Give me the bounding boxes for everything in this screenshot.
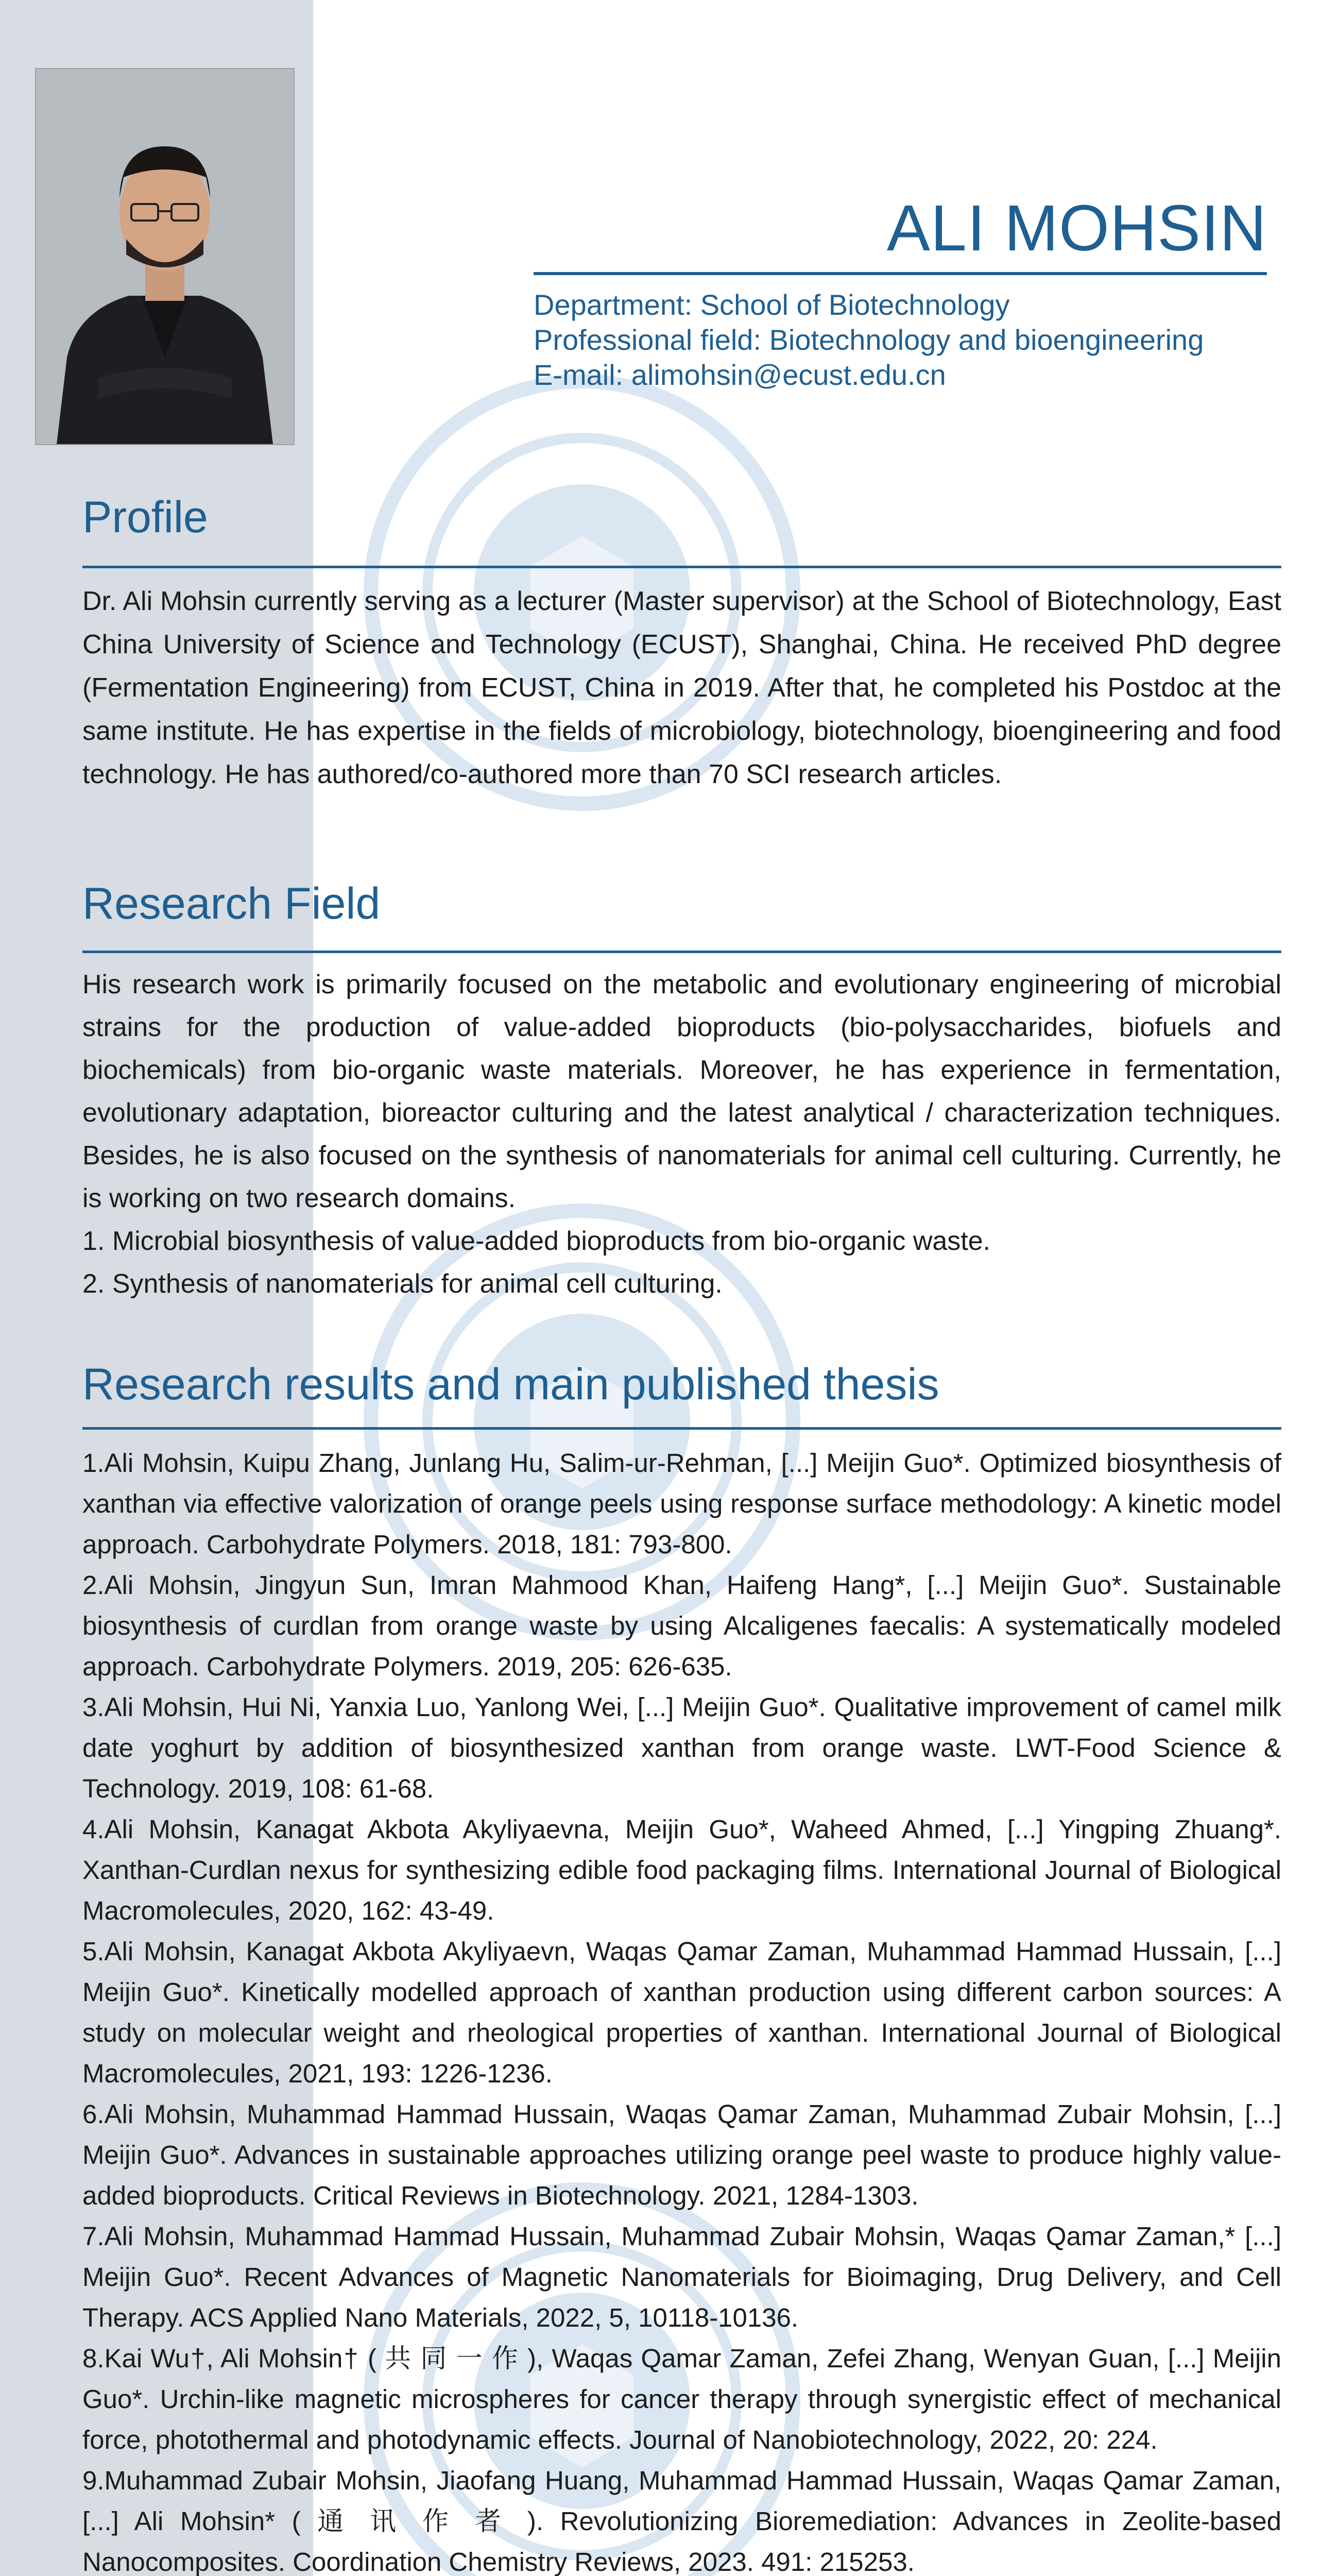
publication-item: 8.Kai Wu†, Ali Mohsin† ( 共 同 一 作 ), Waqas Qamar Zaman, Zefei Zhang, Wenyan Guan, [...] Meijin Guo*. Urchin-like magnetic microspheres for cancer therapy through synergistic effect of mechanical force, photothermal and photodynamic effects. Journal of Nanobiotechnology, 2022, 20: 224. xyxy=(82,2344,1281,2454)
publication-item: 2.Ali Mohsin, Jingyun Sun, Imran Mahmood Khan, Haifeng Hang*, [...] Meijin Guo*. Sustainable biosynthesis of curdlan from orange waste by using Alcaligenes faecalis: A systematically modeled approach. Carbohydrate Polymers. 2019, 205: 626-635. xyxy=(82,1570,1281,1681)
publication-item: 1.Ali Mohsin, Kuipu Zhang, Junlang Hu, Salim-ur-Rehman, [...] Meijin Guo*. Optimized biosynthesis of xanthan via effective valorization of orange peels using response surface methodology: A kinetic model approach. Carbohydrate Polymers. 2018, 181: 793-800. xyxy=(82,1448,1281,1559)
publications-divider xyxy=(82,1427,1281,1430)
person-name: ALI MOHSIN xyxy=(886,192,1267,264)
profile-photo xyxy=(35,68,295,445)
contact-info xyxy=(534,287,1204,393)
research-domain-item: 1. Microbial biosynthesis of value-added bioproducts from bio-organic waste. xyxy=(82,1226,991,1256)
research-text xyxy=(82,963,1281,1306)
publication-item: 7.Ali Mohsin, Muhammad Hammad Hussain, Muhammad Zubair Mohsin, Waqas Qamar Zaman,* [...] Meijin Guo*. Recent Advances of Magnetic Nanomaterials for Bioimaging, Drug Delivery, and Cell Therapy. ACS Applied Nano Materials, 2022, 5, 10118-10136. xyxy=(82,2222,1281,2332)
department-line: Department: School of Biotechnology xyxy=(534,289,1010,321)
publication-item: 9.Muhammad Zubair Mohsin, Jiaofang Huang, Muhammad Hammad Hussain, Waqas Qamar Zaman, [...] Ali Mohsin* ( 通 讯 作 者 ). Revolutionizing Bioremediation: Advances in Zeolite-based Nanocomposites. Coordination Chemistry Reviews, 2023. 491: 215253. xyxy=(82,2466,1281,2576)
publication-item: 5.Ali Mohsin, Kanagat Akbota Akyliyaevn, Waqas Qamar Zaman, Muhammad Hammad Hussain, [...] Meijin Guo*. Kinetically modelled approach of xanthan production using different carbon sources: A study on molecular weight and rheological properties of xanthan. International Journal of Biological Macromolecules, 2021, 193: 1226-1236. xyxy=(82,1937,1281,2088)
profile-paragraph: Dr. Ali Mohsin currently serving as a lecturer (Master supervisor) at the School of Biotechnology, East China University of Science and Technology (ECUST), Shanghai, China. He received PhD degree (Fermentation Engineering) from ECUST, China in 2019. After that, he completed his Postdoc at the same institute. He has expertise in the fields of microbiology, biotechnology, bioengineering and food technology. He has authored/co-authored more than 70 SCI research articles. xyxy=(82,586,1281,789)
name-divider xyxy=(534,272,1267,275)
profile-divider xyxy=(82,566,1281,568)
research-heading: Research Field xyxy=(82,879,381,928)
publication-item: 3.Ali Mohsin, Hui Ni, Yanxia Luo, Yanlong Wei, [...] Meijin Guo*. Qualitative improvement of camel milk date yoghurt by addition of biosynthesized xanthan from orange waste. LWT-Food Science & Technology. 2019, 108: 61-68. xyxy=(82,1692,1281,1803)
profile-text xyxy=(82,580,1281,796)
research-paragraph: His research work is primarily focused on the metabolic and evolutionary engineering of microbial strains for the production of value-added bioproducts (bio-polysaccharides, biofuels and biochemicals) from bio-organic waste materials. Moreover, he has experience in fermentation, evolutionary adaptation, bioreactor culturing and the latest analytical / characterization techniques. Besides, he is also focused on the synthesis of nanomaterials for animal cell culturing. Currently, he is working on two research domains. xyxy=(82,970,1281,1213)
research-domain-item: 2. Synthesis of nanomaterials for animal cell culturing. xyxy=(82,1269,723,1299)
research-divider xyxy=(82,951,1281,953)
publications-heading: Research results and main published thesis xyxy=(82,1360,939,1409)
publication-item: 6.Ali Mohsin, Muhammad Hammad Hussain, Waqas Qamar Zaman, Muhammad Zubair Mohsin, [...] Meijin Guo*. Advances in sustainable approaches utilizing orange peel waste to produce highly value-added bioproducts. Critical Reviews in Biotechnology. 2021, 1284-1303. xyxy=(82,2099,1281,2210)
publication-list xyxy=(82,1443,1281,2576)
email-line: E-mail: alimohsin@ecust.edu.cn xyxy=(534,359,946,391)
publication-item: 4.Ali Mohsin, Kanagat Akbota Akyliyaevna, Meijin Guo*, Waheed Ahmed, [...] Yingping Zhuang*. Xanthan-Curdlan nexus for synthesizing edible food packaging films. International Journal of Biological Macromolecules, 2020, 162: 43-49. xyxy=(82,1815,1281,1925)
profile-heading: Profile xyxy=(82,493,208,542)
field-line: Professional field: Biotechnology and bioengineering xyxy=(534,324,1204,356)
